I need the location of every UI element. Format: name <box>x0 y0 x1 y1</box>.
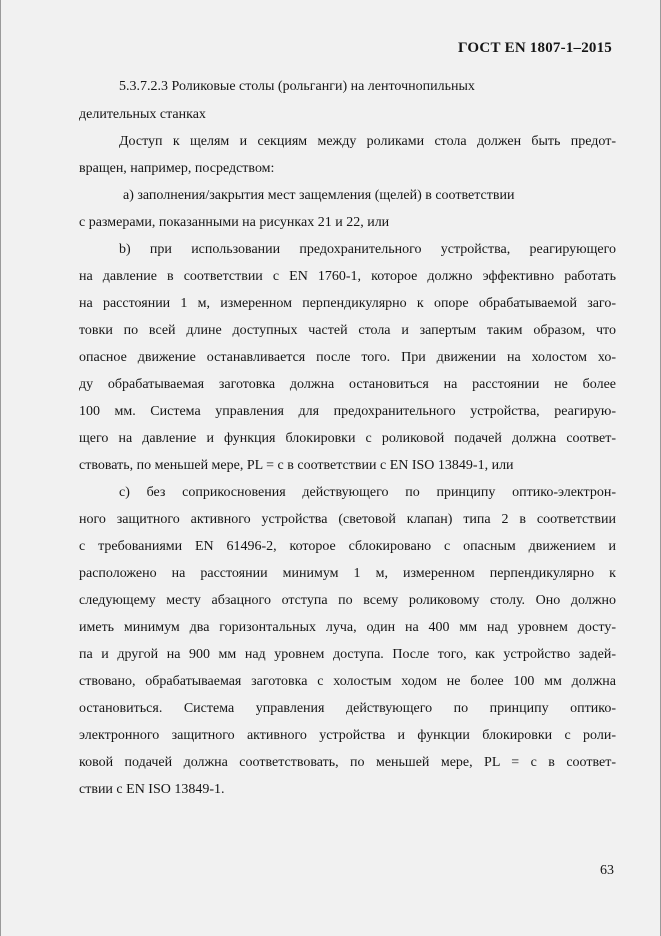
text-line: на давление в соответствии с EN 1760-1, которое должно эффективно работать <box>79 269 616 284</box>
text-line: па и другой на 900 мм над уровнем доступа. После того, как устройство задей- <box>79 647 616 662</box>
list-item-b-line: b) при использовании предохранительного устройства, реагирующего <box>119 242 616 257</box>
section-heading-line-2: делительных станках <box>79 107 206 122</box>
text-line: товки по всей длине доступных частей стола и запертым таким образом, что <box>79 323 616 338</box>
text-line: ду обрабатываемая заготовка должна остановиться на расстоянии не более <box>79 377 616 392</box>
text-line: ковой подачей должна соответствовать, по меньшей мере, PL = c в соответ- <box>79 755 616 770</box>
text-line: остановиться. Система управления действующего по принципу оптико- <box>79 701 616 716</box>
text-line: Доступ к щелям и секциям между роликами стола должен быть предот- <box>119 134 616 149</box>
text-line: щего на давление и функция блокировки с роликовой подачей должна соответ- <box>79 431 616 446</box>
list-item-a-line: a) заполнения/закрытия мест защемления (щелей) в соответствии <box>123 188 515 203</box>
text-line: с размерами, показанными на рисунках 21 и 22, или <box>79 215 390 230</box>
section-heading-line-1: 5.3.7.2.3 Роликовые столы (рольганги) на ленточнопильных <box>119 79 475 94</box>
text-line: на расстоянии 1 м, измеренном перпендикулярно к опоре обрабатываемой заго- <box>79 296 616 311</box>
text-line: 100 мм. Система управления для предохранительного устройства, реагирую- <box>79 404 616 419</box>
text-line: опасное движение останавливается после того. При движении на холостом хо- <box>79 350 616 365</box>
text-line: электронного защитного активного устройства и функции блокировки с роли- <box>79 728 616 743</box>
text-line: ствовать, по меньшей мере, PL = c в соответствии с EN ISO 13849-1, или <box>79 458 514 473</box>
text-line: вращен, например, посредством: <box>79 161 275 176</box>
list-item-c-line: c) без соприкосновения действующего по принципу оптико-электрон- <box>119 485 616 500</box>
page-number: 63 <box>600 863 614 878</box>
text-line: ствии с EN ISO 13849-1. <box>79 782 225 797</box>
text-line: с требованиями EN 61496-2, которое сблокировано с опасным движением и <box>79 539 616 554</box>
text-line: иметь минимум два горизонтальных луча, один на 400 мм над уровнем досту- <box>79 620 616 635</box>
text-line: ствовано, обрабатываемая заготовка с холостым ходом не более 100 мм должна <box>79 674 616 689</box>
text-line: ного защитного активного устройства (световой клапан) типа 2 в соответствии <box>79 512 616 527</box>
text-line: следующему месту абзацного отступа по всему роликовому столу. Оно должно <box>79 593 616 608</box>
text-line: расположено на расстоянии минимум 1 м, измеренном перпендикулярно к <box>79 566 616 581</box>
standard-number-header: ГОСТ EN 1807-1–2015 <box>458 40 612 56</box>
